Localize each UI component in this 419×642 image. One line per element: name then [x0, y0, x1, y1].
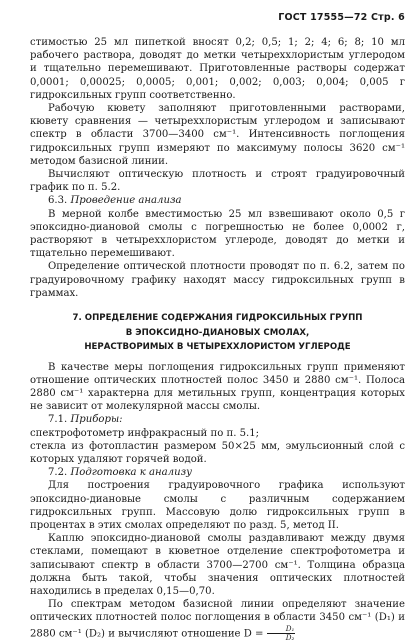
- page-body: [30, 36, 405, 642]
- subsection-title: Приборы:: [70, 414, 123, 426]
- paragraph: Рабочую кювету заполняют приготовленными растворами, кювету сравнения — четыреххлористым углеродом и записывают спектр в области 3700—3400 см⁻¹. Интенсивность поглощения гидроксильных групп измеряют по максимуму полосы 3620 см⁻¹ методом базисной линии.: [30, 103, 405, 167]
- subsection-title: Проведение анализа: [70, 195, 182, 207]
- section-heading-line: НЕРАСТВОРИМЫХ В ЧЕТЫРЕХХЛОРИСТОМ УГЛЕРОДЕ: [84, 342, 351, 353]
- formula-numerator: D₁: [267, 625, 296, 634]
- paragraph: Каплю эпоксидно-диановой смолы раздавливают между двумя стеклами, помещают в кюветное отделение спектрофотометра и записывают спектр в области 3700—2700 см⁻¹. Толщина образца должна быть такой, чтобы значения оптических плотностей находились в пределах 0,15—0,70.: [30, 533, 405, 598]
- paragraph: Для построения градуировочного графика используют эпоксидно-диановые смолы с различным содержанием гидроксильных групп. Массовую долю гидроксильных групп в процентах в этих смолах определяют по разд. 5, метод II.: [30, 480, 405, 531]
- formula-denominator: D₂: [285, 632, 295, 642]
- paragraph: В мерной колбе вместимостью 25 мл взвешивают около 0,5 г эпоксидно-диановой смолы с погрешностью не более 0,0002 г, растворяют в четыреххлористом углероде, доводят до метки и тщательно перемешивают.: [30, 208, 405, 260]
- paragraph-with-formula: [30, 598, 405, 641]
- subsection-title: Подготовка к анализу: [70, 467, 192, 479]
- section-heading-line: В ЭПОКСИДНО-ДИАНОВЫХ СМОЛАХ,: [125, 327, 310, 338]
- subsection-number: 6.3.: [48, 195, 68, 207]
- subsection-number: 7.1.: [48, 414, 68, 426]
- page-header: ГОСТ 17555—72 Стр. 6: [278, 12, 405, 23]
- subsection-heading-7-2: [30, 466, 405, 479]
- list-item: стекла из фотопластин размером 50×25 мм, эмульсионный слой с которых удаляют горячей водой.: [30, 440, 405, 465]
- paragraph-text: По спектрам методом базисной линии определяют значение оптических плотностей полос поглощения в области 3450 см⁻¹ (D₁) и 2880 см⁻¹ (D₂) и вычисляют отношение D =: [30, 599, 405, 640]
- section-7-heading: [30, 311, 405, 355]
- paragraph: стимостью 25 мл пипеткой вносят 0,2; 0,5; 1; 2; 4; 6; 8; 10 мл рабочего раствора, доводят до метки четыреххлористым углеродом и тщательно перемешивают. Приготовленные растворы содержат 0,0001; 0,00025; 0,0005; 0,001; 0,002; 0,003; 0,004; 0,005 г гидроксильных групп соответственно.: [30, 37, 405, 101]
- ratio-formula: [267, 625, 296, 642]
- paragraph: Вычисляют оптическую плотность и строят градуировочный график по п. 5.2.: [30, 169, 405, 194]
- section-heading-line: 7. ОПРЕДЕЛЕНИЕ СОДЕРЖАНИЯ ГИДРОКСИЛЬНЫХ ГРУПП: [72, 313, 363, 324]
- paragraph: Определение оптической плотности проводят по п. 6.2, затем по градуировочному графику находят массу гидроксильных групп в граммах.: [30, 261, 405, 299]
- list-item: спектрофотометр инфракрасный по п. 5.1;: [30, 427, 260, 439]
- subsection-heading-7-1: [30, 413, 405, 426]
- subsection-heading-6-3: [30, 194, 405, 207]
- paragraph: В качестве меры поглощения гидроксильных групп применяют отношение оптических плотностей полос 3450 и 2880 см⁻¹. Полоса 2880 см⁻¹ характерна для метильных групп, концентрация которых не зависит от молекулярной массы смолы.: [30, 361, 405, 413]
- subsection-number: 7.2.: [48, 467, 68, 479]
